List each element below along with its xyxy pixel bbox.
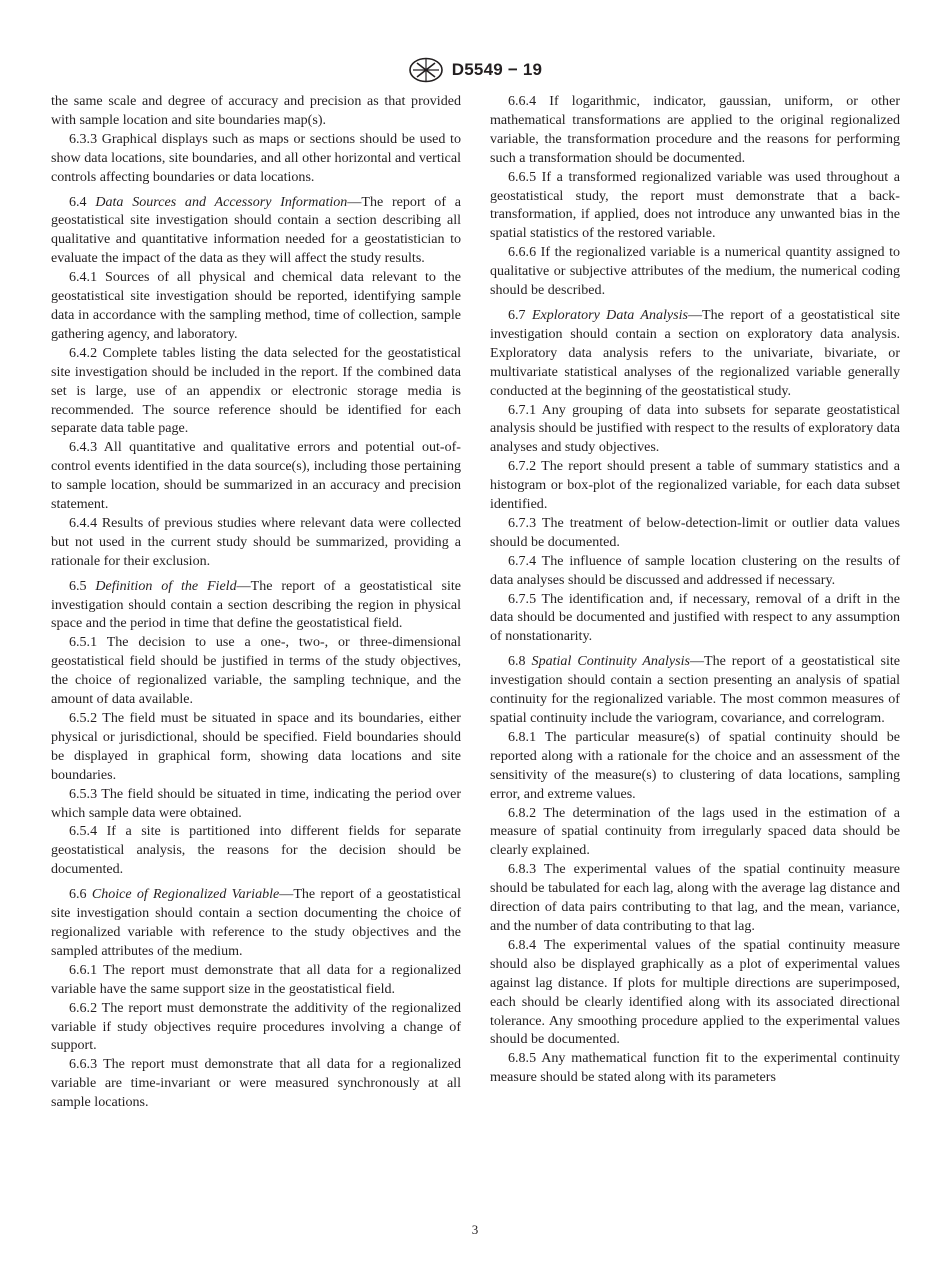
page-number: 3	[471, 1222, 479, 1237]
paragraph: 6.7.5 The identification and, if necessary, removal of a drift in the data should be documented and justified with respect to any assumption of nonstationarity.	[490, 590, 900, 645]
paragraph: 6.8.1 The particular measure(s) of spatial continuity should be reported along with a rationale for the choice and an assessment of the sensitivity of the measure(s) to clustering of data locations, sampling error, and extreme values.	[490, 728, 900, 802]
section-title: Spatial Continuity Analysis	[531, 653, 690, 670]
section-6-4: 6.4 Data Sources and Accessory Information—The report of a geostatistical site investigation should contain a section describing all qualitative and quantitative information needed for a geostatistician to evaluate the impact of the data as they will affect the study results.	[51, 193, 462, 267]
paragraph: the same scale and degree of accuracy and precision as that provided with sample location and site boundaries map(s).	[51, 93, 461, 128]
section-title: Definition of the Field	[95, 577, 237, 594]
left-column	[51, 92, 461, 1112]
paragraph: 6.6.3 The report must demonstrate that all data for a regionalized variable are time-invariant or were measured synchronously at all sample locations.	[51, 1056, 461, 1111]
paragraph: 6.4.3 All quantitative and qualitative errors and potential out-of-control events identified in the data source(s), including those pertaining to sample location, should be summarized in an accuracy and precision statement.	[51, 439, 461, 513]
section-6-6: 6.6 Choice of Regionalized Variable—The report of a geostatistical site investigation should contain a section documenting the choice of regionalized variable with reference to the study objectives and the sampled attributes of the medium.	[51, 886, 461, 959]
paragraph: 6.4.4 Results of previous studies where relevant data were collected but not used in the current study should be summarized, providing a rationale for their exclusion.	[51, 514, 461, 569]
paragraph: 6.7.1 Any grouping of data into subsets for separate geostatistical analysis should be justified with respect to the results of exploratory data analyses and study objectives.	[490, 401, 900, 456]
paragraph: 6.5.2 The field must be situated in space and its boundaries, either physical or jurisdictional, should be specified. Field boundaries should be displayed in graphical form, showing data locations and site boundaries.	[51, 710, 461, 783]
section-6-5: 6.5 Definition of the Field—The report of a geostatistical site investigation should contain a section describing the region in physical space and the period in time that define the geostatistical field.	[51, 577, 461, 632]
page-header	[0, 56, 950, 84]
section-title: Choice of Regionalized Variable	[91, 886, 280, 903]
paragraph: 6.4.1 Sources of all physical and chemical data relevant to the geostatistical site investigation should be reported, identifying sample data in accordance with the sampling method, time of collection, sample gathering agency, and laboratory.	[51, 269, 461, 342]
paragraph: 6.8.3 The experimental values of the spatial continuity measure should be tabulated for each lag, along with the average lag distance and direction of data pairs contributing to that lag, and the mean, variance, and the number of data contributing to that lag.	[490, 861, 900, 934]
right-column	[490, 92, 900, 1087]
paragraph: 6.6.2 The report must demonstrate the additivity of the regionalized variable if study objectives require procedures involving a change of support.	[51, 999, 461, 1054]
section-6-7: 6.7 Exploratory Data Analysis—The report of a geostatistical site investigation should contain a section on exploratory data analysis. Exploratory data analysis refers to the univariate, bivariate, or multivariate statistical analyses of the regionalized variable generally conducted at the beginning of the geostatistical study.	[490, 306, 900, 399]
paragraph: 6.6.1 The report must demonstrate that all data for a regionalized variable have the same support size in the geostatistical field.	[51, 961, 461, 997]
section-title: Data Sources and Accessory Information	[95, 193, 348, 210]
paragraph: 6.5.1 The decision to use a one-, two-, or three-dimensional geostatistical field should be justified in terms of the study objectives, the choice of regionalized variable, the sampling technique, and the amount of data available.	[51, 634, 461, 708]
paragraph: 6.5.3 The field should be situated in time, indicating the period over which sample data were obtained.	[51, 785, 461, 821]
paragraph: 6.8.2 The determination of the lags used in the estimation of a measure of spatial continuity from irregularly spaced data should be clearly explained.	[490, 804, 900, 859]
paragraph: 6.6.6 If the regionalized variable is a numerical quantity assigned to qualitative or subjective attributes of the medium, the numerical coding should be described.	[490, 244, 900, 299]
paragraph: 6.6.4 If logarithmic, indicator, gaussian, uniform, or other mathematical transformations are applied to the original regionalized variable, the transformation procedure and the reasons for performing such a transformation should be documented.	[490, 93, 900, 166]
astm-logo-icon	[408, 57, 444, 83]
paragraph: 6.6.5 If a transformed regionalized variable was used throughout a geostatistical study, the report must demonstrate that a back-transformation, if applied, does not introduce any unwanted bias in the spatial statistics of the restored variable.	[490, 168, 900, 242]
paragraph: 6.7.4 The influence of sample location clustering on the results of data analyses should be discussed and addressed if necessary.	[490, 552, 900, 588]
paragraph: 6.7.3 The treatment of below-detection-limit or outlier data values should be documented.	[490, 514, 900, 550]
paragraph: 6.5.4 If a site is partitioned into different fields for separate geostatistical analysis, the reasons for the decision should be documented.	[51, 823, 461, 878]
section-6-8: 6.8 Spatial Continuity Analysis—The report of a geostatistical site investigation should contain a section presenting an analysis of spatial continuity for the regionalized variable. The most common measures of spatial continuity include the variogram, covariance, and correlogram.	[490, 653, 901, 726]
paragraph: 6.7.2 The report should present a table of summary statistics and a histogram or box-plot of the regionalized variable, for each data subset identified.	[490, 458, 900, 513]
paragraph: 6.4.2 Complete tables listing the data selected for the geostatistical site investigation should be included in the report. If the combined data set is large, use of an appendix or electronic storage media is recommended. The source reference should be identified for each separate data table page.	[51, 344, 461, 437]
section-title: Exploratory Data Analysis	[531, 306, 688, 323]
document-id: D5549 − 19	[451, 60, 543, 79]
paragraph: 6.8.5 Any mathematical function fit to the experimental continuity measure should be stated along with its parameters	[490, 1050, 900, 1086]
paragraph: 6.8.4 The experimental values of the spatial continuity measure should also be displayed graphically as a plot of experimental values against lag distance. If plots for multiple directions are superimposed, each should be clearly identified along with its associated directional tolerance. Any smoothing procedure applied to the experimental values should be documented.	[490, 936, 900, 1048]
paragraph: 6.3.3 Graphical displays such as maps or sections should be used to show data locations, site boundaries, and all other horizontal and vertical controls affecting boundaries or data locations.	[51, 130, 461, 185]
